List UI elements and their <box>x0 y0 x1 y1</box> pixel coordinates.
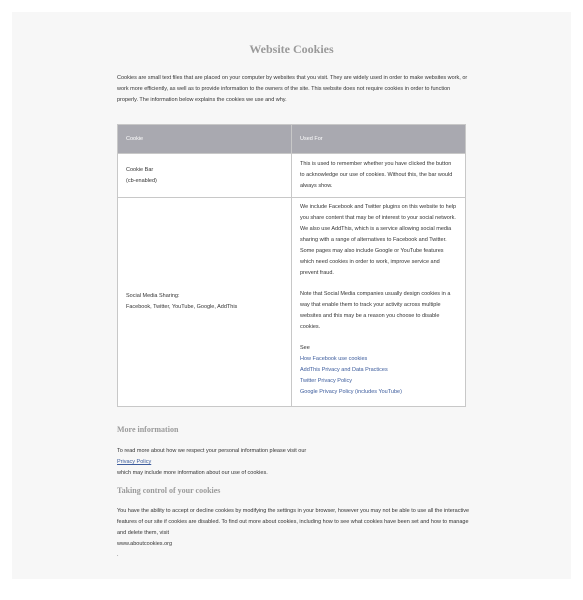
more-information-heading: More information <box>117 425 179 434</box>
google-privacy-link[interactable]: Google Privacy Policy (includes YouTube) <box>300 389 402 395</box>
more-information-text <box>117 446 469 479</box>
cookie-name-cell <box>118 198 292 407</box>
intro-paragraph: Cookies are small text files that are placed on your computer by websites that you visit. They are widely used in order to make websites work, or work more efficiently, as well as to provide information to the owners of the site. This website does not require cookies in order to function properly. The information below explains the cookies we use and why. <box>117 75 468 103</box>
table-row <box>118 198 466 407</box>
column-header-used-for: Used For <box>292 125 466 154</box>
usage-paragraph: Note that Social Media companies usually design cookies in a way that enable them to track your activity across multiple websites and this may be a reason you choose to disable cookies. <box>300 291 451 330</box>
table-header-row <box>118 125 466 154</box>
facebook-cookies-link[interactable]: How Facebook use cookies <box>300 356 368 362</box>
page-title: Website Cookies <box>249 42 334 56</box>
cookie-table <box>117 124 466 407</box>
cookie-usage-cell <box>292 198 466 407</box>
column-header-cookie: Cookie <box>118 125 292 154</box>
cookie-name-cell <box>118 154 292 198</box>
taking-control-paragraph: You have the ability to accept or decline cookies by modifying the settings in your browser, however you may not be able to use all the interactive features of our site if cookies are disabled. To find out more about cookies, including how to see what cookies have been set and how to manage and delete them, visit <box>117 508 469 536</box>
cookie-id: (cb-enabled) <box>126 177 157 184</box>
taking-control-text <box>117 506 469 561</box>
twitter-privacy-link[interactable]: Twitter Privacy Policy <box>300 378 352 384</box>
usage-paragraph: We include Facebook and Twitter plugins on this website to help you share content that may be of interest to your social network. We also use AddThis, which is a service allowing social media sharing with a range of alternatives to Facebook and Twitter. Some pages may also include Google or YouTube features which need cookies in order to work, improve service and prevent fraud. <box>300 204 457 276</box>
taking-control-heading: Taking control of your cookies <box>117 486 221 495</box>
table-row <box>118 154 466 198</box>
see-label: See <box>300 345 310 351</box>
trailing-period: . <box>117 552 119 558</box>
more-information-line: To read more about how we respect your personal information please visit our <box>117 448 307 454</box>
usage-scroll-area[interactable] <box>300 198 457 406</box>
addthis-privacy-link[interactable]: AddThis Privacy and Data Practices <box>300 367 388 373</box>
cookie-usage-cell: This is used to remember whether you have clicked the button to acknowledge our use of cookies. Without this, the bar would always show. <box>292 154 466 198</box>
cookie-name: Social Media Sharing: <box>126 293 180 299</box>
privacy-policy-link[interactable]: Privacy Policy <box>117 459 152 465</box>
aboutcookies-link[interactable]: www.aboutcookies.org <box>117 541 173 547</box>
cookie-id: Facebook, Twitter, YouTube, Google, AddThis <box>126 304 238 310</box>
cookie-name: Cookie Bar <box>126 166 154 173</box>
more-information-line: which may include more information about our use of cookies. <box>117 470 268 476</box>
